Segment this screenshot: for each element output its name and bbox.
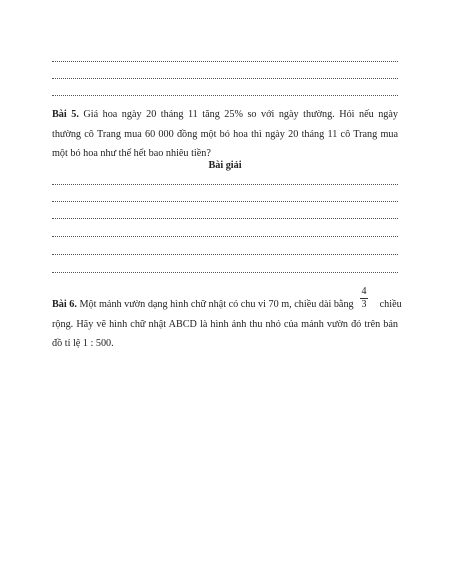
exercise-6: [52, 295, 402, 354]
fraction-numerator: 4: [361, 286, 367, 297]
answer-line: [52, 272, 398, 273]
answer-line: [52, 254, 398, 255]
answer-line: [52, 184, 398, 185]
answer-line: [52, 78, 398, 79]
exercise-5: [52, 105, 398, 164]
exercise-6-line-3: đồ tỉ lệ 1 : 500.: [52, 338, 114, 349]
exercise-5-line-3: một bó hoa như thế hết bao nhiêu tiền?: [52, 148, 211, 159]
exercise-6-line-2: rộng. Hãy vẽ hình chữ nhật ABCD là hình ảnh thu nhỏ của mảnh vườn đó trên bản: [52, 318, 398, 330]
exercise-6-line-1: Bài 6. Một mảnh vườn dạng hình chữ nhật có chu vi 70 m, chiều dài bằng chiều: [52, 299, 402, 310]
answer-line: [52, 236, 398, 237]
answer-line: [52, 201, 398, 202]
answer-line: [52, 95, 398, 96]
fraction-denominator: 3: [361, 299, 367, 310]
solution-heading: Bài giải: [208, 160, 242, 171]
answer-line: [52, 218, 398, 219]
exercise-5-line-2: thường cô Trang mua 60 000 đồng một bó hoa thì ngày 20 tháng 11 cô Trang mua: [52, 128, 398, 140]
exercise-5-label: Bài 5.: [52, 109, 79, 120]
exercise-6-label: Bài 6.: [52, 299, 77, 310]
exercise-5-line-1: Bài 5. Giá hoa ngày 20 tháng 11 tăng 25% so với ngày thường. Hỏi nếu ngày: [52, 109, 399, 120]
answer-line: [52, 61, 398, 62]
